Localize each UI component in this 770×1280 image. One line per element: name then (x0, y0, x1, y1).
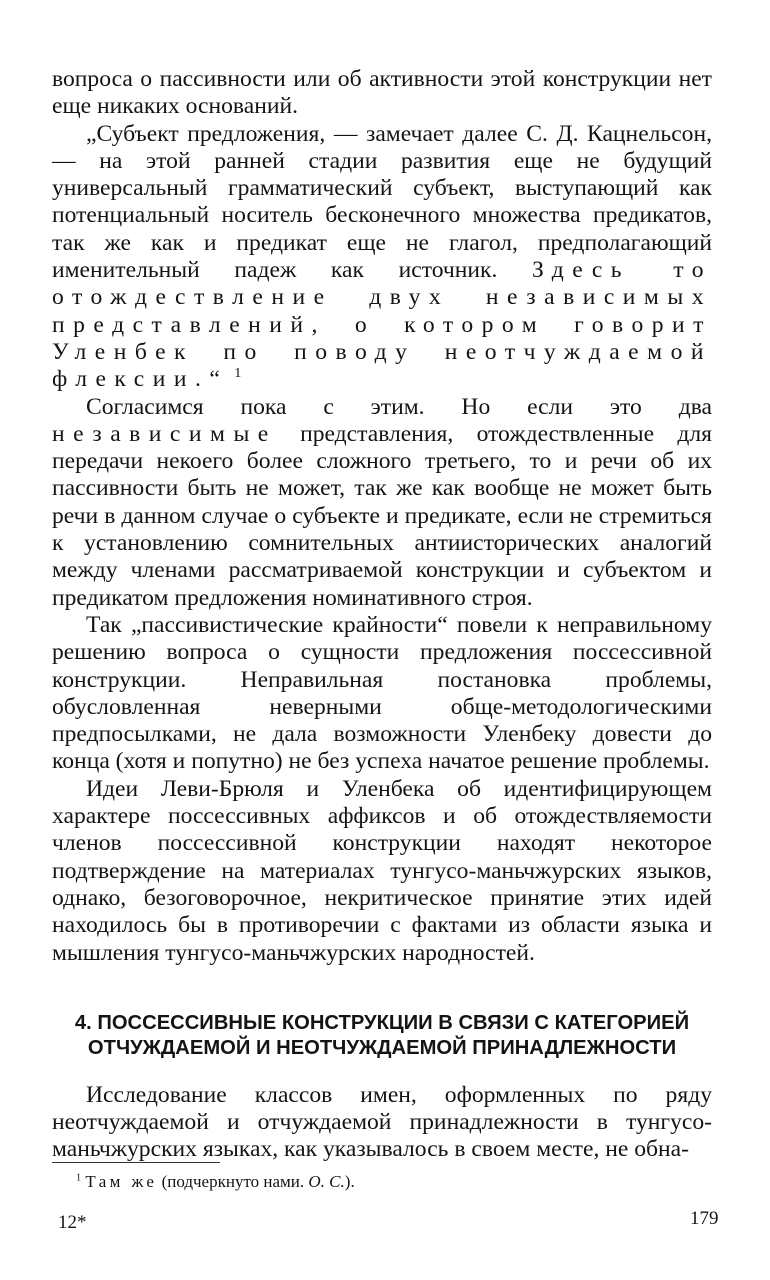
paragraph-6-text: Исследование классов имен, оформленных по ряду неотчуждаемой и отчуждаемой принадлежности в тунгусо-маньчжурских языках, как указывалось в своем месте, не обна- (52, 1081, 712, 1163)
paragraph-4 (52, 612, 712, 776)
quote-text: „Субъект предложения, — замечает далее С. Д. Кацнельсон,— на этой ранней стадии развития еще не будущий универсальный грамматический субъект, выступающий как потенциальный носитель бесконечного множества предикатов, так же как и предикат еще не глагол, предполагающий именительный падеж как источник. (52, 120, 712, 284)
signature-mark: 12* (58, 1212, 87, 1233)
section-heading-line-2: ОТЧУЖДАЕМОЙ И НЕОТЧУЖДАЕМОЙ ПРИНАДЛЕЖНОСТИ (87, 1037, 677, 1060)
paragraph-6 (52, 1082, 712, 1164)
body-text (52, 66, 712, 1164)
footnote-divider (52, 1162, 220, 1163)
paragraph-5 (52, 776, 712, 967)
footnote-initials: О. С. (308, 1172, 345, 1191)
footnote-close: ). (344, 1172, 355, 1191)
footnote-mark: 1 (76, 1172, 82, 1184)
page-number: 179 (690, 1208, 719, 1229)
paragraph-1 (52, 66, 712, 121)
section-heading (52, 1011, 712, 1062)
footnote-text: (подчеркнуто нами. (157, 1172, 309, 1191)
paragraph-3-lead: Согласимся пока с этим. Но если это два (86, 393, 712, 420)
footnote (76, 1171, 355, 1193)
section-heading-line-1: 4. ПОССЕССИВНЫЕ КОНСТРУКЦИИ В СВЯЗИ С КАТЕГОРИЕЙ (74, 1011, 690, 1034)
paragraph-1-text: вопроса о пассивности или об активности этой конструкции нет еще никаких оснований. (52, 66, 712, 120)
paragraph-5-text: Идеи Леви-Брюля и Уленбека об идентифицирующем характере поссессивных аффиксов и об отождествляемости членов поссессивной конструкции находят некоторое подтверждение на материалах тунгусо-маньчжурских языков, однако, безоговорочное, некритическое принятие этих идей находилось бы в противоречии с фактами из области языка и мышления тунгусо-маньчжурских народностей. (52, 775, 712, 966)
paragraph-3-tail: представления, отождествленные для передачи некоего более сложного третьего, то и речи об их пассивности быть не может, так же как вообще не может быть речи в данном случае о субъекте и предикате, если не стремиться к установлению сомнительных антиисторических аналогий между членами рассматриваемой конструкции и субъектом и предикатом предложения номинативного строя. (52, 420, 712, 611)
quote-paragraph (52, 121, 712, 394)
paragraph-4-text: Так „пассивистические крайности“ повели к неправильному решению вопроса о сущности предложения поссессивной конструкции. Неправильная постановка проблемы, обусловленная неверными обще-методологическими предпосылками, не дала возможности Уленбеку довести до конца (хотя и попутно) не без успеха начатое решение проблемы. (52, 611, 712, 775)
footnote-spaced-text: Там же (85, 1172, 158, 1191)
paragraph-3 (52, 394, 712, 612)
paragraph-3-spaced: независимые (52, 420, 277, 447)
quote-spaced-text: Здесь то отождествление двух независимых представлений, о котором говорит Уленбек по поводу неотчуждаемой флексии.“ (52, 257, 712, 393)
footnote-ref: 1 (234, 365, 242, 382)
